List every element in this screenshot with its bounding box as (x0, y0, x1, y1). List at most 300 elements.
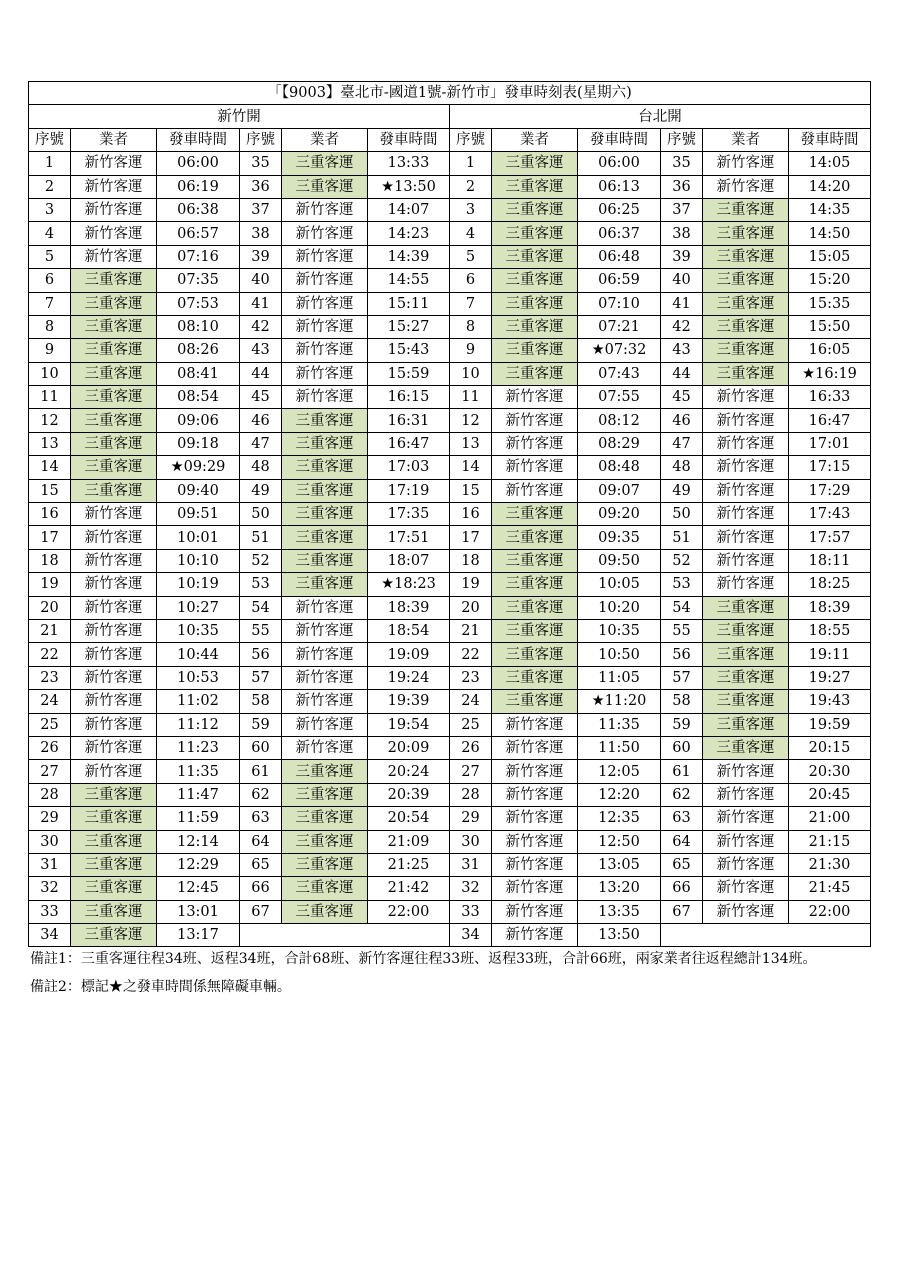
operator-cell: 三重客運 (703, 245, 789, 268)
header-operator: 業者 (71, 128, 157, 151)
operator-cell: 三重客運 (282, 526, 368, 549)
operator-cell: 三重客運 (282, 807, 368, 830)
seq-cell: 36 (661, 175, 703, 198)
seq-cell: 52 (661, 549, 703, 572)
departure-time-cell: 19:27 (789, 666, 871, 689)
seq-cell: 13 (29, 432, 71, 455)
departure-time-cell: ★09:29 (157, 456, 240, 479)
seq-cell: 15 (29, 479, 71, 502)
empty-cell (661, 924, 871, 947)
header-departure-time: 發車時間 (789, 128, 871, 151)
operator-cell: 三重客運 (703, 315, 789, 338)
seq-cell: 64 (661, 830, 703, 853)
seq-cell: 10 (29, 362, 71, 385)
departure-time-cell: 19:09 (368, 643, 450, 666)
departure-time-cell: 19:59 (789, 713, 871, 736)
operator-cell: 三重客運 (492, 619, 578, 642)
seq-cell: 65 (240, 853, 282, 876)
seq-cell: 23 (450, 666, 492, 689)
operator-cell: 新竹客運 (282, 643, 368, 666)
seq-cell: 7 (450, 292, 492, 315)
operator-cell: 三重客運 (492, 362, 578, 385)
header-seq: 序號 (450, 128, 492, 151)
operator-cell: 新竹客運 (703, 760, 789, 783)
operator-cell: 三重客運 (492, 339, 578, 362)
seq-cell: 34 (450, 924, 492, 947)
seq-cell: 36 (240, 175, 282, 198)
table-row (29, 900, 871, 923)
seq-cell: 8 (450, 315, 492, 338)
departure-time-cell: 17:29 (789, 479, 871, 502)
direction-hsinchu-departure: 新竹開 (29, 105, 450, 128)
departure-time-cell: 17:03 (368, 456, 450, 479)
seq-cell: 42 (240, 315, 282, 338)
direction-taipei-departure: 台北開 (450, 105, 871, 128)
seq-cell: 25 (29, 713, 71, 736)
operator-cell: 新竹客運 (703, 853, 789, 876)
header-departure-time: 發車時間 (157, 128, 240, 151)
departure-time-cell: 08:26 (157, 339, 240, 362)
seq-cell: 58 (240, 690, 282, 713)
operator-cell: 新竹客運 (703, 573, 789, 596)
departure-time-cell: 16:31 (368, 409, 450, 432)
departure-time-cell: 14:05 (789, 152, 871, 175)
departure-time-cell: 20:54 (368, 807, 450, 830)
departure-time-cell: 14:39 (368, 245, 450, 268)
departure-time-cell: 21:42 (368, 877, 450, 900)
operator-cell: 新竹客運 (71, 526, 157, 549)
departure-time-cell: 18:54 (368, 619, 450, 642)
operator-cell: 三重客運 (703, 222, 789, 245)
operator-cell: 三重客運 (492, 666, 578, 689)
departure-time-cell: 07:55 (578, 386, 661, 409)
departure-time-cell: 08:54 (157, 386, 240, 409)
seq-cell: 21 (450, 619, 492, 642)
operator-cell: 新竹客運 (492, 479, 578, 502)
departure-time-cell: 10:50 (578, 643, 661, 666)
operator-cell: 新竹客運 (71, 736, 157, 759)
seq-cell: 46 (661, 409, 703, 432)
operator-cell: 新竹客運 (282, 339, 368, 362)
departure-time-cell: 15:35 (789, 292, 871, 315)
table-row (29, 713, 871, 736)
operator-cell: 三重客運 (282, 479, 368, 502)
seq-cell: 33 (450, 900, 492, 923)
operator-cell: 三重客運 (71, 269, 157, 292)
seq-cell: 11 (450, 386, 492, 409)
departure-time-cell: ★13:50 (368, 175, 450, 198)
departure-time-cell: 20:24 (368, 760, 450, 783)
operator-cell: 三重客運 (71, 924, 157, 947)
table-row (29, 619, 871, 642)
header-seq: 序號 (240, 128, 282, 151)
operator-cell: 三重客運 (492, 549, 578, 572)
seq-cell: 22 (450, 643, 492, 666)
operator-cell: 新竹客運 (71, 760, 157, 783)
departure-time-cell: 17:01 (789, 432, 871, 455)
seq-cell: 30 (450, 830, 492, 853)
departure-time-cell: 18:07 (368, 549, 450, 572)
operator-cell: 三重客運 (71, 386, 157, 409)
departure-time-cell: 06:48 (578, 245, 661, 268)
operator-cell: 三重客運 (71, 409, 157, 432)
operator-cell: 新竹客運 (703, 152, 789, 175)
seq-cell: 60 (240, 736, 282, 759)
departure-time-cell: 06:38 (157, 198, 240, 221)
departure-time-cell: 15:27 (368, 315, 450, 338)
seq-cell: 9 (450, 339, 492, 362)
seq-cell: 53 (661, 573, 703, 596)
departure-time-cell: 07:43 (578, 362, 661, 385)
operator-cell: 新竹客運 (71, 666, 157, 689)
operator-cell: 三重客運 (282, 409, 368, 432)
seq-cell: 47 (240, 432, 282, 455)
departure-time-cell: 14:35 (789, 198, 871, 221)
seq-cell: 24 (450, 690, 492, 713)
departure-time-cell: ★11:20 (578, 690, 661, 713)
operator-cell: 新竹客運 (703, 386, 789, 409)
departure-time-cell: 12:29 (157, 853, 240, 876)
departure-time-cell: 09:51 (157, 503, 240, 526)
timetable-title: 「【9003】臺北市-國道1號-新竹市」發車時刻表(星期六) (29, 82, 871, 105)
operator-cell: 三重客運 (492, 222, 578, 245)
operator-cell: 三重客運 (282, 456, 368, 479)
departure-time-cell: 06:25 (578, 198, 661, 221)
departure-time-cell: 10:20 (578, 596, 661, 619)
operator-cell: 新竹客運 (71, 549, 157, 572)
departure-time-cell: 16:33 (789, 386, 871, 409)
operator-cell: 三重客運 (703, 619, 789, 642)
departure-time-cell: 17:51 (368, 526, 450, 549)
operator-cell: 三重客運 (703, 362, 789, 385)
operator-cell: 三重客運 (492, 526, 578, 549)
departure-time-cell: ★18:23 (368, 573, 450, 596)
operator-cell: 新竹客運 (703, 456, 789, 479)
seq-cell: 28 (29, 783, 71, 806)
operator-cell: 三重客運 (492, 292, 578, 315)
table-row (29, 783, 871, 806)
operator-cell: 新竹客運 (71, 198, 157, 221)
operator-cell: 新竹客運 (492, 830, 578, 853)
operator-cell: 三重客運 (703, 690, 789, 713)
operator-cell: 新竹客運 (71, 152, 157, 175)
table-row (29, 549, 871, 572)
departure-time-cell: 11:12 (157, 713, 240, 736)
operator-cell: 新竹客運 (703, 783, 789, 806)
seq-cell: 64 (240, 830, 282, 853)
operator-cell: 三重客運 (492, 315, 578, 338)
operator-cell: 三重客運 (703, 643, 789, 666)
departure-time-cell: 14:23 (368, 222, 450, 245)
operator-cell: 新竹客運 (282, 315, 368, 338)
seq-cell: 16 (29, 503, 71, 526)
seq-cell: 41 (240, 292, 282, 315)
operator-cell: 三重客運 (71, 830, 157, 853)
departure-time-cell: 10:05 (578, 573, 661, 596)
table-row (29, 222, 871, 245)
seq-cell: 51 (661, 526, 703, 549)
seq-cell: 61 (240, 760, 282, 783)
departure-time-cell: 18:55 (789, 619, 871, 642)
departure-time-cell: 06:59 (578, 269, 661, 292)
departure-time-cell: 10:53 (157, 666, 240, 689)
seq-cell: 25 (450, 713, 492, 736)
seq-cell: 35 (240, 152, 282, 175)
operator-cell: 新竹客運 (71, 643, 157, 666)
departure-time-cell: 11:23 (157, 736, 240, 759)
operator-cell: 新竹客運 (282, 386, 368, 409)
seq-cell: 19 (29, 573, 71, 596)
operator-cell: 新竹客運 (492, 432, 578, 455)
seq-cell: 16 (450, 503, 492, 526)
seq-cell: 44 (240, 362, 282, 385)
seq-cell: 17 (450, 526, 492, 549)
operator-cell: 新竹客運 (71, 503, 157, 526)
seq-cell: 12 (450, 409, 492, 432)
seq-cell: 2 (29, 175, 71, 198)
seq-cell: 14 (450, 456, 492, 479)
departure-time-cell: 19:11 (789, 643, 871, 666)
operator-cell: 新竹客運 (71, 175, 157, 198)
table-row (29, 245, 871, 268)
operator-cell: 新竹客運 (71, 713, 157, 736)
table-row (29, 503, 871, 526)
departure-time-cell: 19:54 (368, 713, 450, 736)
seq-cell: 43 (661, 339, 703, 362)
departure-time-cell: 13:35 (578, 900, 661, 923)
departure-time-cell: 10:35 (578, 619, 661, 642)
operator-cell: 新竹客運 (71, 619, 157, 642)
note-2: 備註2：標記★之發車時間係無障礙車輛。 (30, 979, 291, 995)
operator-cell: 三重客運 (703, 292, 789, 315)
seq-cell: 39 (661, 245, 703, 268)
departure-time-cell: 11:35 (157, 760, 240, 783)
seq-cell: 4 (29, 222, 71, 245)
operator-cell: 三重客運 (492, 175, 578, 198)
operator-cell: 三重客運 (492, 573, 578, 596)
departure-time-cell: 12:50 (578, 830, 661, 853)
departure-time-cell: 15:05 (789, 245, 871, 268)
operator-cell: 三重客運 (71, 292, 157, 315)
seq-cell: 59 (240, 713, 282, 736)
seq-cell: 5 (29, 245, 71, 268)
operator-cell: 新竹客運 (71, 222, 157, 245)
departure-time-cell: 20:30 (789, 760, 871, 783)
operator-cell: 三重客運 (492, 596, 578, 619)
table-row (29, 479, 871, 502)
departure-time-cell: 22:00 (368, 900, 450, 923)
departure-time-cell: 15:20 (789, 269, 871, 292)
seq-cell: 3 (450, 198, 492, 221)
operator-cell: 新竹客運 (282, 292, 368, 315)
departure-time-cell: 13:20 (578, 877, 661, 900)
header-departure-time: 發車時間 (578, 128, 661, 151)
departure-time-cell: 21:09 (368, 830, 450, 853)
seq-cell: 62 (661, 783, 703, 806)
operator-cell: 三重客運 (282, 432, 368, 455)
seq-cell: 67 (661, 900, 703, 923)
seq-cell: 20 (450, 596, 492, 619)
operator-cell: 新竹客運 (492, 783, 578, 806)
departure-time-cell: 17:19 (368, 479, 450, 502)
departure-time-cell: 17:57 (789, 526, 871, 549)
departure-time-cell: 09:20 (578, 503, 661, 526)
departure-time-cell: 10:35 (157, 619, 240, 642)
table-row (29, 152, 871, 175)
departure-time-cell: ★16:19 (789, 362, 871, 385)
departure-time-cell: 17:43 (789, 503, 871, 526)
seq-cell: 18 (450, 549, 492, 572)
operator-cell: 新竹客運 (703, 807, 789, 830)
operator-cell: 新竹客運 (492, 736, 578, 759)
departure-time-cell: 08:12 (578, 409, 661, 432)
table-row (29, 877, 871, 900)
departure-time-cell: 10:10 (157, 549, 240, 572)
header-operator: 業者 (703, 128, 789, 151)
header-seq: 序號 (661, 128, 703, 151)
operator-cell: 新竹客運 (492, 807, 578, 830)
operator-cell: 新竹客運 (282, 222, 368, 245)
table-row (29, 643, 871, 666)
departure-time-cell: 19:43 (789, 690, 871, 713)
seq-cell: 50 (240, 503, 282, 526)
seq-cell: 6 (450, 269, 492, 292)
operator-cell: 三重客運 (492, 245, 578, 268)
departure-time-cell: 14:20 (789, 175, 871, 198)
header-operator: 業者 (282, 128, 368, 151)
operator-cell: 新竹客運 (282, 245, 368, 268)
seq-cell: 40 (240, 269, 282, 292)
note-1: 備註1：三重客運往程34班、返程34班，合計68班、新竹客運往程33班、返程33班，合計66班，兩家業者往返程總計134班。 (30, 951, 817, 967)
departure-time-cell: 12:35 (578, 807, 661, 830)
seq-cell: 56 (661, 643, 703, 666)
departure-time-cell: 16:47 (789, 409, 871, 432)
operator-cell: 新竹客運 (703, 830, 789, 853)
seq-cell: 54 (240, 596, 282, 619)
seq-cell: 55 (661, 619, 703, 642)
table-row (29, 409, 871, 432)
operator-cell: 新竹客運 (703, 503, 789, 526)
seq-cell: 3 (29, 198, 71, 221)
table-row (29, 736, 871, 759)
departure-time-cell: 08:29 (578, 432, 661, 455)
seq-cell: 17 (29, 526, 71, 549)
seq-cell: 20 (29, 596, 71, 619)
seq-cell: 10 (450, 362, 492, 385)
seq-cell: 32 (450, 877, 492, 900)
table-row (29, 292, 871, 315)
empty-cell (240, 924, 450, 947)
header-operator: 業者 (492, 128, 578, 151)
timetable (28, 81, 871, 947)
departure-time-cell: 18:11 (789, 549, 871, 572)
departure-time-cell: 21:15 (789, 830, 871, 853)
seq-cell: 34 (29, 924, 71, 947)
seq-cell: 24 (29, 690, 71, 713)
seq-cell: 21 (29, 619, 71, 642)
operator-cell: 新竹客運 (282, 198, 368, 221)
departure-time-cell: 20:15 (789, 736, 871, 759)
operator-cell: 新竹客運 (282, 362, 368, 385)
header-seq: 序號 (29, 128, 71, 151)
departure-time-cell: 09:06 (157, 409, 240, 432)
departure-time-cell: 10:27 (157, 596, 240, 619)
seq-cell: 55 (240, 619, 282, 642)
operator-cell: 新竹客運 (492, 877, 578, 900)
departure-time-cell: 14:50 (789, 222, 871, 245)
operator-cell: 新竹客運 (703, 549, 789, 572)
operator-cell: 三重客運 (492, 269, 578, 292)
seq-cell: 45 (240, 386, 282, 409)
seq-cell: 66 (661, 877, 703, 900)
departure-time-cell: 11:35 (578, 713, 661, 736)
departure-time-cell: 06:00 (157, 152, 240, 175)
seq-cell: 57 (240, 666, 282, 689)
operator-cell: 新竹客運 (282, 690, 368, 713)
operator-cell: 新竹客運 (492, 386, 578, 409)
table-row (29, 432, 871, 455)
seq-cell: 57 (661, 666, 703, 689)
seq-cell: 38 (661, 222, 703, 245)
operator-cell: 新竹客運 (282, 596, 368, 619)
departure-time-cell: ★07:32 (578, 339, 661, 362)
operator-cell: 三重客運 (71, 339, 157, 362)
departure-time-cell: 07:16 (157, 245, 240, 268)
departure-time-cell: 17:15 (789, 456, 871, 479)
table-row (29, 830, 871, 853)
seq-cell: 51 (240, 526, 282, 549)
seq-cell: 29 (450, 807, 492, 830)
departure-time-cell: 12:45 (157, 877, 240, 900)
seq-cell: 40 (661, 269, 703, 292)
seq-cell: 26 (450, 736, 492, 759)
table-row (29, 807, 871, 830)
operator-cell: 三重客運 (71, 362, 157, 385)
table-row (29, 573, 871, 596)
operator-cell: 新竹客運 (282, 666, 368, 689)
seq-cell: 52 (240, 549, 282, 572)
seq-cell: 6 (29, 269, 71, 292)
departure-time-cell: 15:43 (368, 339, 450, 362)
operator-cell: 三重客運 (282, 853, 368, 876)
departure-time-cell: 13:50 (578, 924, 661, 947)
operator-cell: 三重客運 (282, 549, 368, 572)
departure-time-cell: 06:37 (578, 222, 661, 245)
operator-cell: 新竹客運 (703, 526, 789, 549)
operator-cell: 新竹客運 (71, 596, 157, 619)
table-row (29, 386, 871, 409)
departure-time-cell: 11:50 (578, 736, 661, 759)
table-row (29, 853, 871, 876)
departure-time-cell: 13:01 (157, 900, 240, 923)
seq-cell: 49 (661, 479, 703, 502)
operator-cell: 新竹客運 (282, 269, 368, 292)
seq-cell: 14 (29, 456, 71, 479)
seq-cell: 41 (661, 292, 703, 315)
table-row (29, 315, 871, 338)
table-row (29, 175, 871, 198)
departure-time-cell: 07:35 (157, 269, 240, 292)
operator-cell: 三重客運 (71, 900, 157, 923)
seq-cell: 15 (450, 479, 492, 502)
operator-cell: 三重客運 (282, 830, 368, 853)
operator-cell: 三重客運 (71, 807, 157, 830)
seq-cell: 63 (661, 807, 703, 830)
departure-time-cell: 09:35 (578, 526, 661, 549)
operator-cell: 三重客運 (492, 643, 578, 666)
departure-time-cell: 16:15 (368, 386, 450, 409)
seq-cell: 11 (29, 386, 71, 409)
